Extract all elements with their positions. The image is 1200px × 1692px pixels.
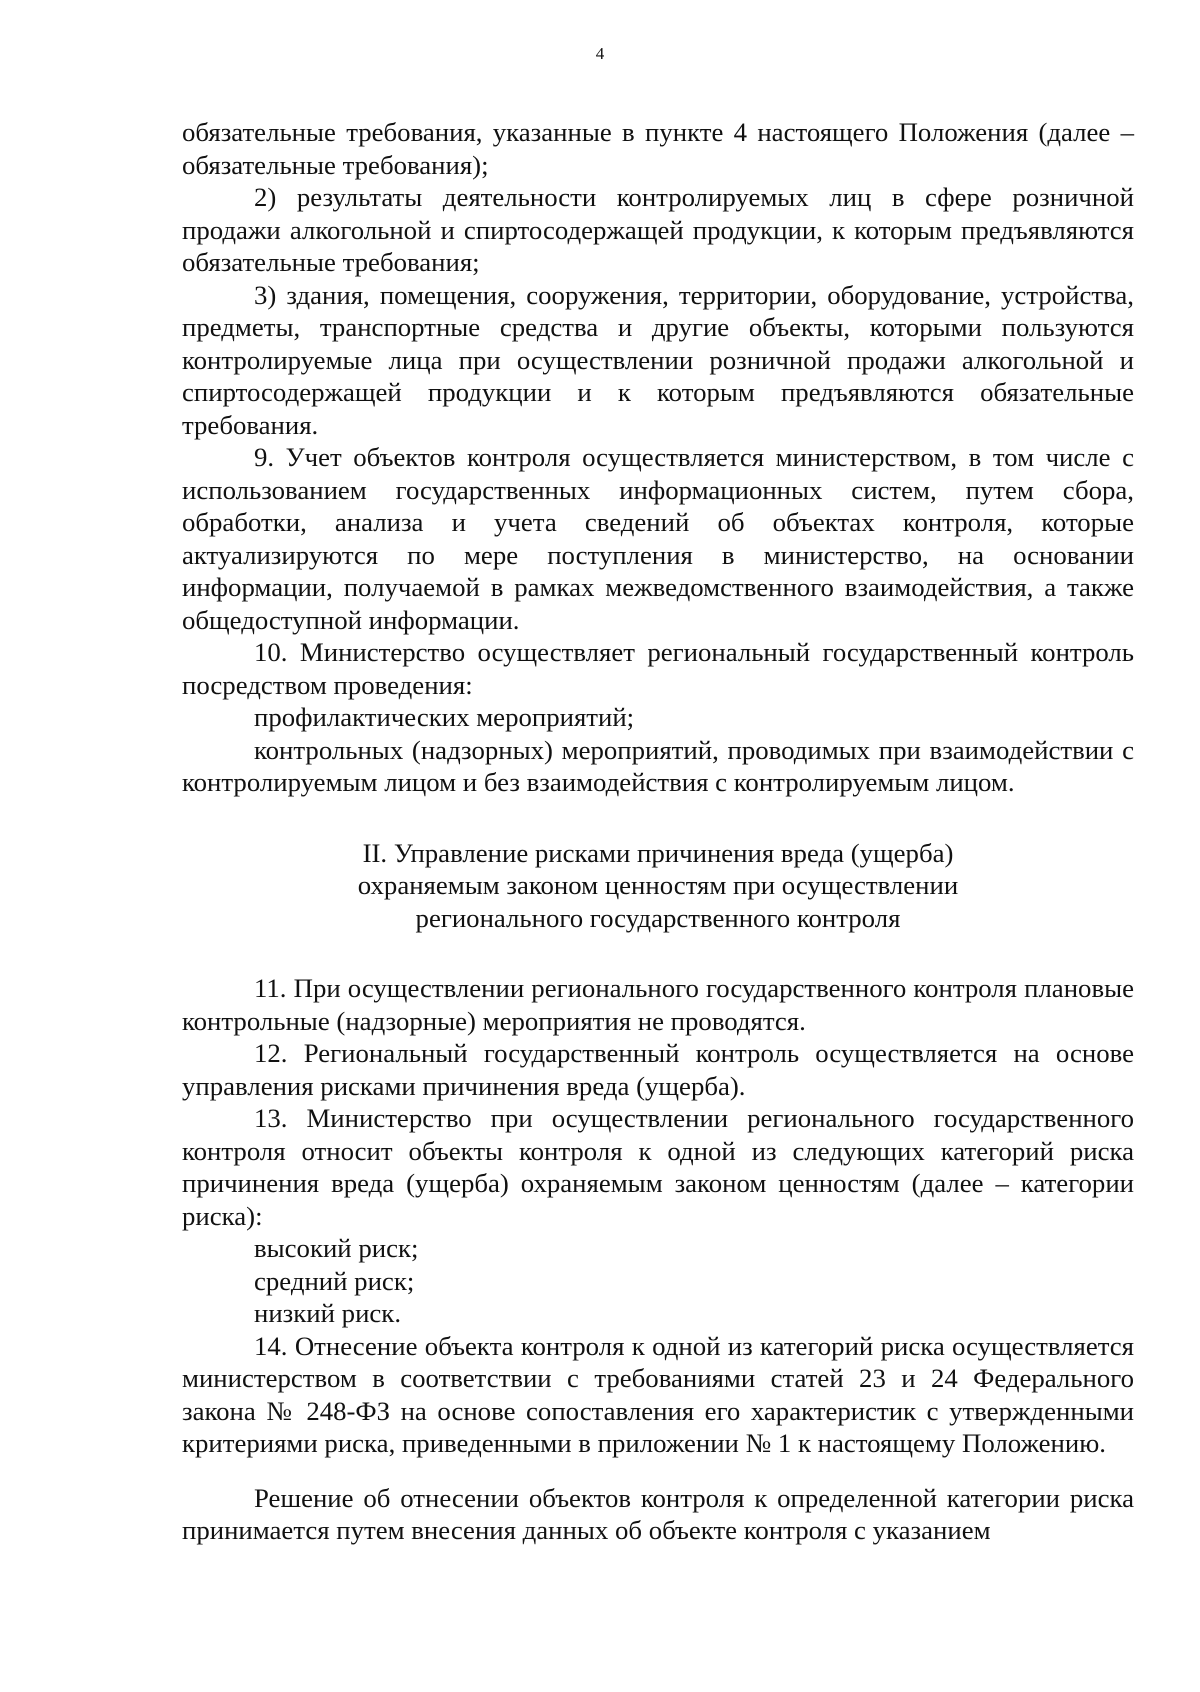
section-heading-line-3: регионального государственного контроля	[415, 902, 901, 933]
section-heading	[182, 837, 1134, 935]
paragraph-item-3: 3) здания, помещения, сооружения, территории, оборудование, устройства, предметы, транспортные средства и другие объекты, которыми пользуются контролируемые лица при осуществлении розничной продажи алкогольной и спиртосодержащей продукции и к которым предъявляются обязательные требования.	[182, 279, 1134, 440]
paragraph-list-item-control-measures: контрольных (надзорных) мероприятий, проводимых при взаимодействии с контролируемым лицом и без взаимодействия с контролируемым лицом.	[182, 734, 1134, 797]
section-heading-line-2: охраняемым законом ценностям при осуществлении	[357, 870, 959, 900]
paragraph-risk-low: низкий риск.	[254, 1298, 402, 1328]
paragraph-risk-high: высокий риск;	[254, 1233, 419, 1263]
paragraph-clause-9: 9. Учет объектов контроля осуществляется министерством, в том числе с использованием государственных информационных систем, путем сбора, обработки, анализа и учета сведений об объектах контроля, которые актуализируются по мере поступления в министерство, на основании информации, получаемой в рамках межведомственного взаимодействия, а также общедоступной информации.	[182, 442, 1134, 635]
paragraph-clause-13: 13. Министерство при осуществлении регионального государственного контроля относит объекты контроля к одной из следующих категорий риска причинения вреда (ущерба) охраняемым законом ценностям (далее – категории риска):	[182, 1103, 1134, 1231]
paragraph-clause-10: 10. Министерство осуществляет региональный государственный контроль посредством проведения:	[182, 637, 1134, 700]
section-heading-line-1: II. Управление рисками причинения вреда (ущерба)	[362, 837, 954, 868]
paragraph-clause-14: 14. Отнесение объекта контроля к одной из категорий риска осуществляется министерством в соответствии с требованиями статей 23 и 24 Федерального закона № 248-ФЗ на основе сопоставления его характеристик с утвержденными критериями риска, приведенными в приложении № 1 к настоящему Положению.	[182, 1330, 1134, 1458]
page-number: 4	[595, 44, 605, 63]
paragraph-risk-medium: средний риск;	[254, 1265, 415, 1296]
paragraph-group-after-heading	[182, 972, 1134, 1460]
paragraph-clause-12: 12. Региональный государственный контроль осуществляется на основе управления рисками причинения вреда (ущерба).	[182, 1038, 1134, 1101]
paragraph-risk-decision: Решение об отнесении объектов контроля к определенной категории риска принимается путем внесения данных об объекте контроля с указанием	[182, 1482, 1134, 1545]
document-body	[182, 116, 1134, 1547]
paragraph-spacer	[182, 1460, 1134, 1482]
paragraph-clause-11: 11. При осуществлении регионального государственного контроля плановые контрольные (надзорные) мероприятия не проводятся.	[182, 973, 1134, 1036]
paragraph-list-item-preventive: профилактических мероприятий;	[254, 702, 635, 732]
paragraph-continuation: обязательные требования, указанные в пункте 4 настоящего Положения (далее – обязательные требования);	[182, 117, 1134, 180]
paragraph-item-2: 2) результаты деятельности контролируемых лиц в сфере розничной продажи алкогольной и спиртосодержащей продукции, к которым предъявляются обязательные требования;	[182, 182, 1134, 277]
paragraph-group-before-heading	[182, 116, 1134, 799]
paragraph-group-final	[182, 1482, 1134, 1547]
